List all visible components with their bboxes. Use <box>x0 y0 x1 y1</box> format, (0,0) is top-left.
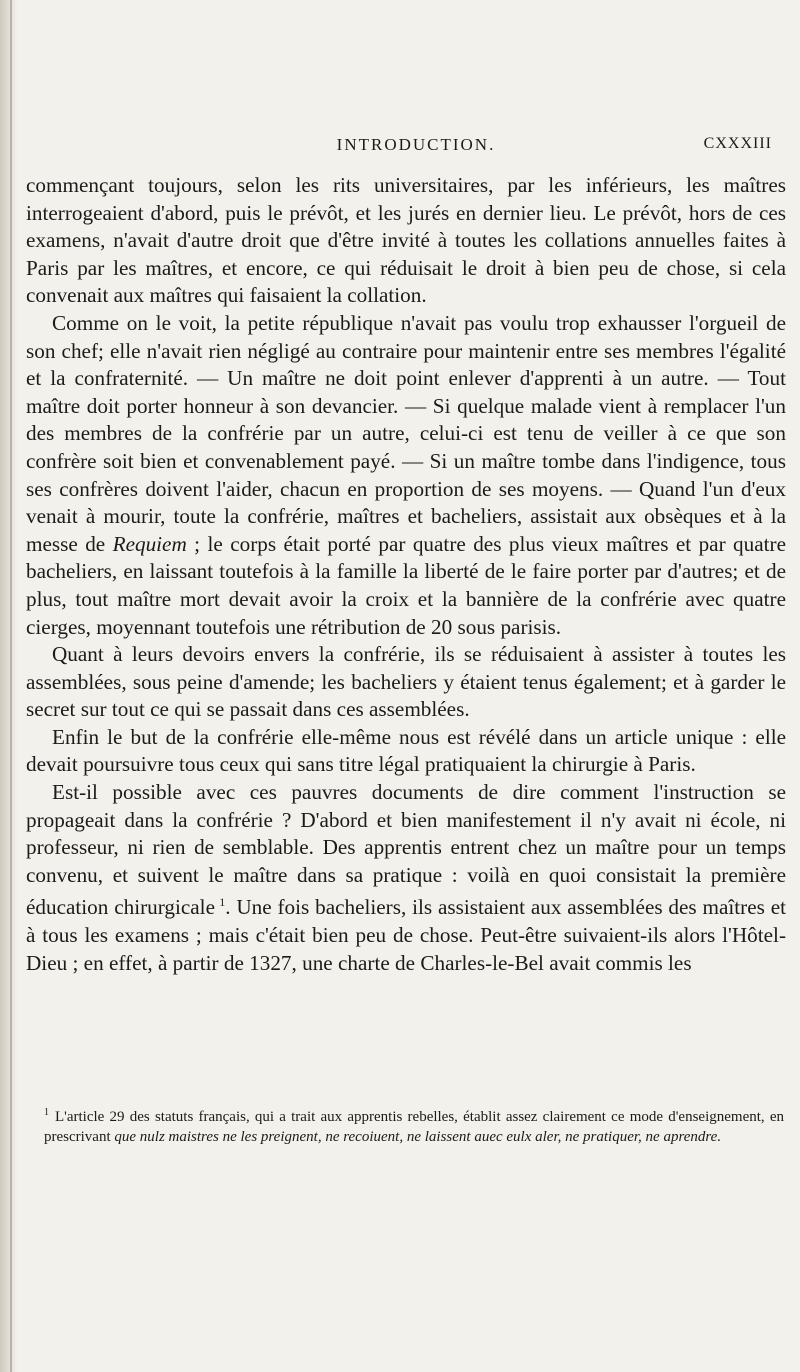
requiem-italic: Requiem <box>112 531 187 556</box>
footnote-reference: 1 <box>219 895 226 910</box>
paragraph-5-text: Est-il possible avec ces pauvres documents de dire comment l'instruction se propageait dans la confrérie ? D'abord et bien manifestement il n'y avait ni école, ni professeur, ni rien de semblable. Des apprentis entrent chez un maître pour un temps convenu, et suivent le maître dans sa pratique : voilà en quoi consistait la première éducation chirurgicale <box>26 780 786 920</box>
body-text <box>26 172 786 977</box>
running-header <box>60 135 772 161</box>
paragraph-2-end: ; le corps était porté par quatre des plus vieux maîtres et par quatre bacheliers, en laissant toutefois à la famille la liberté de le faire porter par d'autres; et de plus, tout maître mort devait avoir la croix et la bannière de la confrérie avec quatre cierges, moyennant toutefois une rétribution de 20 sous parisis. <box>26 531 786 639</box>
paragraph-2-text: Comme on le voit, la petite république n'avait pas voulu trop exhausser l'orgueil de son chef; elle n'avait rien négligé au contraire pour maintenir entre ses membres l'égalité et la confraternité. — Un maître ne doit point enlever d'apprenti à un autre. — Tout maître doit porter honneur à son devancier. — Si quelque malade vient à remplacer l'un des membres de la confrérie par un autre, celui-ci est tenu de veiller à ce que son confrère soit bien et convenablement payé. — Si un maître tombe dans l'indigence, tous ses confrères doivent l'aider, chacun en proportion de ses moyens. — Quand l'un d'eux venait à mourir, toute la confrérie, maîtres et bacheliers, assistait aux obsèques et à la messe de <box>26 310 786 556</box>
paragraph-3: Quant à leurs devoirs envers la confrérie, ils se réduisaient à assister à toutes les assemblées, sous peine d'amende; les bacheliers y étaient tenus également; et à garder le secret sur tout ce qui se passait dans ces assemblées. <box>26 642 786 722</box>
paragraph-2 <box>26 310 786 641</box>
binding-shadow-line <box>10 0 12 1372</box>
paragraph-1: commençant toujours, selon les rits universitaires, par les inférieurs, les maîtres interrogeaient d'abord, puis le prévôt, et les jurés en dernier lieu. Le prévôt, hors de ces examens, n'avait d'autre droit que d'être invité à toutes les collations annuelles faites à Paris par les maîtres, et encore, ce qui réduisait le droit à bien peu de chose, si cela convenait aux maîtres qui faisaient la collation. <box>26 173 786 308</box>
footnote-quote: que nulz maistres ne les preignent, ne recoiuent, ne laissent auec eulx aler, ne pratiquer, ne aprendre. <box>114 1129 722 1145</box>
footnote-mark: 1 <box>44 1107 49 1118</box>
paragraph-5-end: . Une fois bacheliers, ils assistaient aux assemblées des maîtres et à tous les examens ; mais c'était bien peu de chose. Peut-être suivaient-ils alors l'Hôtel-Dieu ; en effet, à partir de 1327, une charte de Charles-le-Bel avait commis les <box>26 895 786 975</box>
page-binding-edge <box>0 0 18 1372</box>
paragraph-4: Enfin le but de la confrérie elle-même nous est révélé dans un article unique : elle devait poursuivre tous ceux qui sans titre légal pratiquaient la chirurgie à Paris. <box>26 724 786 777</box>
paragraph-5 <box>26 779 786 977</box>
footnote-text: L'article 29 des statuts français, qui a trait aux apprentis rebelles, établit assez clairement ce mode d'enseignement, en prescrivant <box>44 1109 784 1145</box>
page-number: CXXXIII <box>703 135 772 152</box>
running-title: INTRODUCTION. <box>336 135 496 154</box>
footnote <box>44 1103 784 1147</box>
